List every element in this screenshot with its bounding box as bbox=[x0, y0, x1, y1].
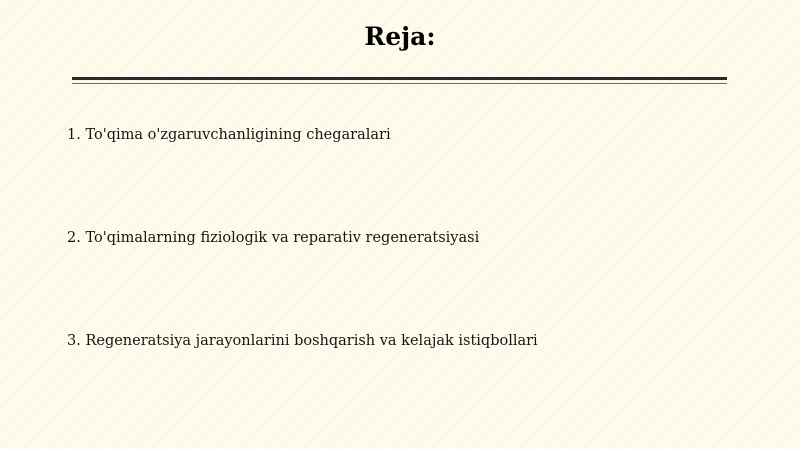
plan-item-3: 3. Regeneratsiya jarayonlarini boshqarish va kelajak istiqbollari bbox=[67, 333, 538, 349]
plan-item-1: 1. To'qima o'zgaruvchanligining chegaralari bbox=[67, 127, 391, 143]
plan-item-2: 2. To'qimalarning fiziologik va reparativ regeneratsiyasi bbox=[67, 230, 480, 246]
slide-title: Reja: bbox=[364, 22, 436, 51]
title-divider-thin bbox=[72, 83, 727, 84]
title-divider-thick bbox=[72, 77, 727, 80]
